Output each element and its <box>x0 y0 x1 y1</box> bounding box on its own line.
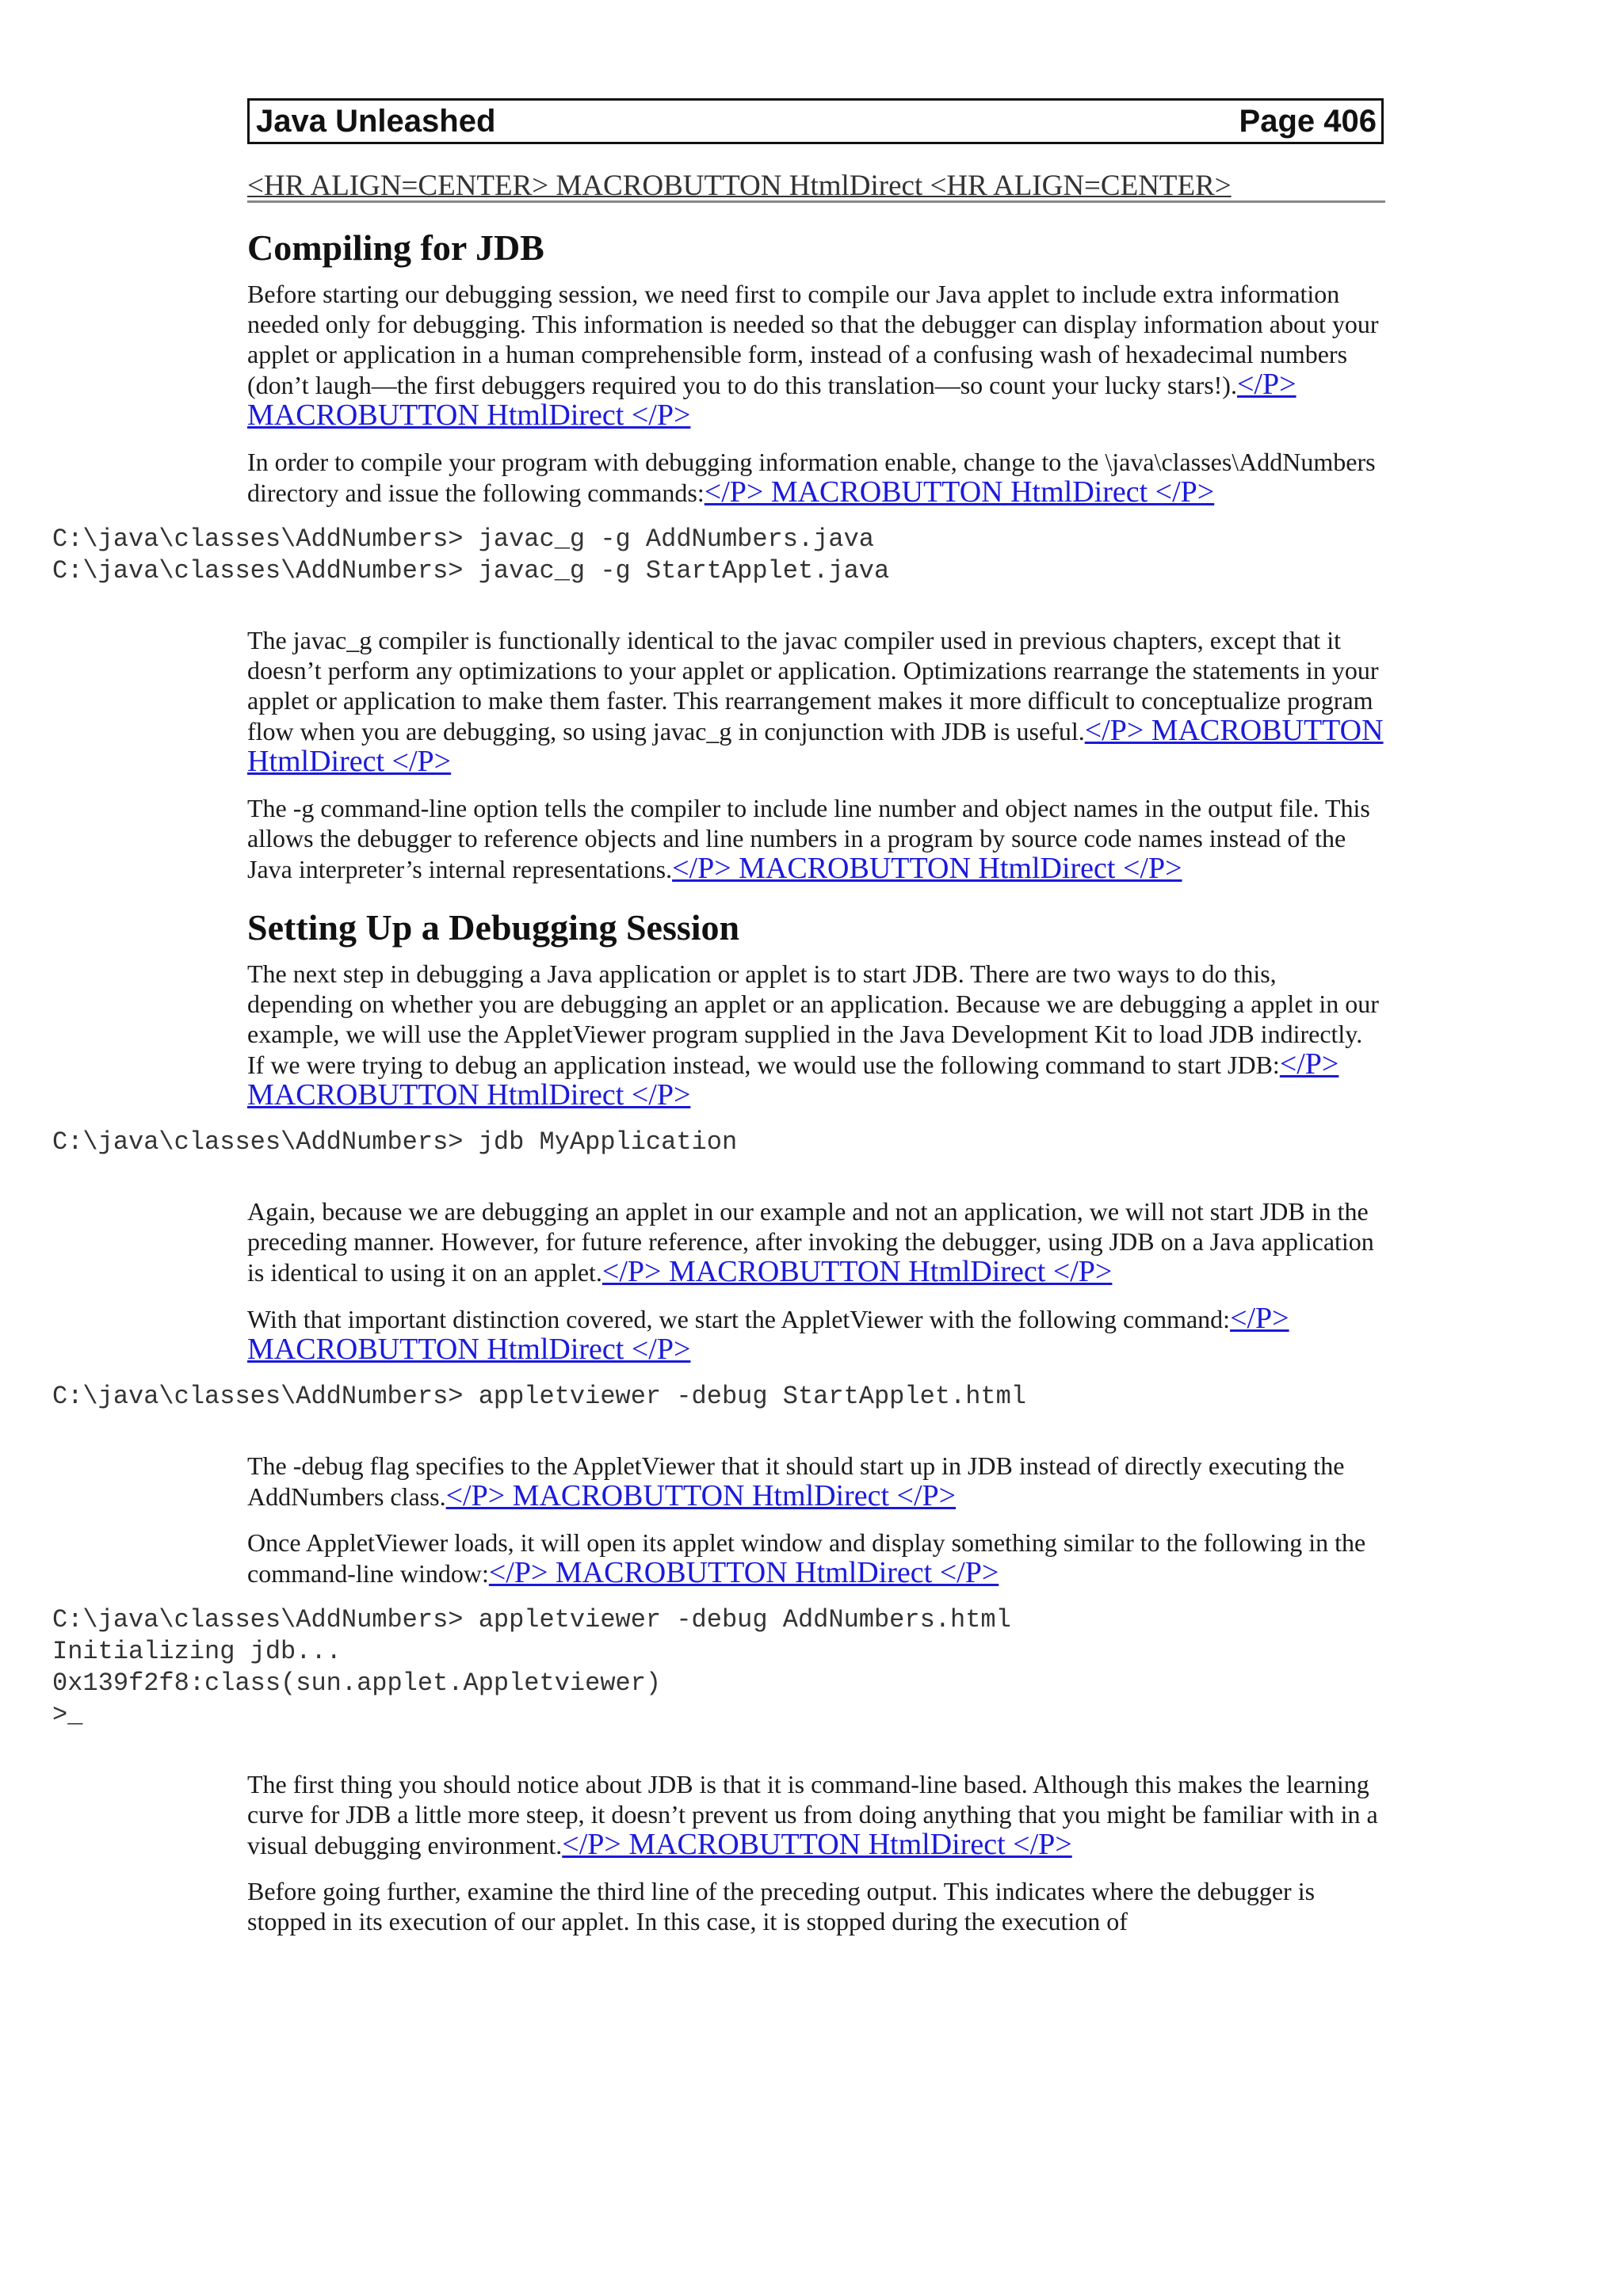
book-title: Java Unleashed <box>256 103 496 139</box>
paragraph-text: Before starting our debugging session, we need first to compile our Java applet to include extra information needed only for debugging. This information is needed so that the debugger can display information about your applet or application in a human comprehensible form, instead of a confusing wash of hexadecimal numbers (don’t laugh—the first debuggers required you to do this translation—so count your lucky stars!). <box>247 280 1379 399</box>
heading-compiling-for-jdb: Compiling for JDB <box>247 227 544 268</box>
paragraph-text: With that important distinction covered, we start the AppletViewer with the following command: <box>247 1305 1231 1333</box>
paragraph <box>247 793 1385 884</box>
macrobutton-link[interactable]: </P> MACROBUTTON HtmlDirect </P> <box>488 1556 999 1589</box>
paragraph <box>247 447 1385 508</box>
page-header <box>247 98 1384 144</box>
hr-macro-line: <HR ALIGN=CENTER> MACROBUTTON HtmlDirect <HR ALIGN=CENTER> <box>247 168 1385 204</box>
macrobutton-link[interactable]: </P> MACROBUTTON HtmlDirect </P> <box>601 1255 1113 1288</box>
macrobutton-link[interactable]: </P> MACROBUTTON HtmlDirect </P> <box>247 714 1384 778</box>
page-number: Page 406 <box>1239 103 1377 139</box>
paragraph <box>247 625 1385 777</box>
heading-setting-up-debugging-session: Setting Up a Debugging Session <box>247 907 740 948</box>
paragraph <box>247 1527 1385 1589</box>
paragraph-text: The javac_g compiler is functionally identical to the javac compiler used in previous chapters, except that it doesn’t perform any optimizations to your applet or application. Optimizations rearrange the statements in your applet or application to make them faster. This rearrangement makes it more difficult to conceptualize program flow when you are debugging, so using javac_g in conjunction with JDB is useful. <box>247 626 1379 746</box>
paragraph <box>247 1876 1385 1936</box>
paragraph-text: Again, because we are debugging an applet in our example and not an application, we will not start JDB in the preceding manner. However, for future reference, after invoking the debugger, using JDB on a Java application is identical to using it on an applet. <box>247 1197 1374 1287</box>
code-block-appletviewer-output: C:\java\classes\AddNumbers> appletviewer -debug AddNumbers.html Initializing jdb... 0x139f2f8:class(sun.applet.Appletviewer) >_ <box>52 1605 1011 1730</box>
page-content <box>0 168 1623 1952</box>
paragraph-text: Once AppletViewer loads, it will open its applet window and display something similar to the following in the command-line window: <box>247 1528 1366 1588</box>
paragraph <box>247 1303 1385 1365</box>
macrobutton-link[interactable]: </P> MACROBUTTON HtmlDirect </P> <box>704 475 1215 509</box>
macrobutton-link[interactable]: </P> MACROBUTTON HtmlDirect </P> <box>247 368 1296 432</box>
paragraph-text: In order to compile your program with debugging information enable, change to the \java\classes\AddNumbers directory and issue the following commands: <box>247 448 1376 507</box>
paragraph-text: The next step in debugging a Java application or applet is to start JDB. There are two ways to do this, depending on whether you are debugging an applet or an application. Because we are debugging a applet in our example, we will use the AppletViewer program supplied in the Java Development Kit to load JDB indirectly. If we were trying to debug an application instead, we would use the following command to start JDB: <box>247 959 1379 1079</box>
paragraph <box>247 959 1385 1111</box>
macrobutton-link[interactable]: </P> MACROBUTTON HtmlDirect </P> <box>247 1047 1339 1112</box>
paragraph-text: The -debug flag specifies to the AppletViewer that it should start up in JDB instead of directly executing the AddNumbers class. <box>247 1451 1345 1511</box>
paragraph <box>247 1196 1385 1287</box>
paragraph <box>247 1451 1385 1512</box>
paragraph-text: The first thing you should notice about JDB is that it is command-line based. Although this makes the learning curve for JDB a little more steep, it doesn’t prevent us from doing anything that you might be familiar with in a visual debugging environment. <box>247 1770 1378 1859</box>
macrobutton-link[interactable]: </P> MACROBUTTON HtmlDirect </P> <box>562 1828 1072 1861</box>
paragraph-text: The -g command-line option tells the compiler to include line number and object names in the output file. This allows the debugger to reference objects and line numbers in a program by source code names instead of the Java interpreter’s internal representations. <box>247 794 1370 883</box>
macrobutton-link[interactable]: </P> MACROBUTTON HtmlDirect </P> <box>445 1479 957 1512</box>
paragraph <box>247 1769 1385 1860</box>
code-block-compile: C:\java\classes\AddNumbers> javac_g -g AddNumbers.java C:\java\classes\AddNumbers> javac_g -g StartApplet.java <box>52 524 890 585</box>
paragraph <box>247 279 1385 431</box>
code-block-jdb: C:\java\classes\AddNumbers> jdb MyApplication <box>52 1127 738 1157</box>
paragraph-text: Before going further, examine the third line of the preceding output. This indicates where the debugger is stopped in its execution of our applet. In this case, it is stopped during the execution of <box>247 1877 1316 1936</box>
macrobutton-link[interactable]: </P> MACROBUTTON HtmlDirect </P> <box>672 852 1182 885</box>
macrobutton-link[interactable]: </P> MACROBUTTON HtmlDirect </P> <box>247 1302 1289 1366</box>
code-block-appletviewer: C:\java\classes\AddNumbers> appletviewer -debug StartApplet.html <box>52 1382 1026 1411</box>
